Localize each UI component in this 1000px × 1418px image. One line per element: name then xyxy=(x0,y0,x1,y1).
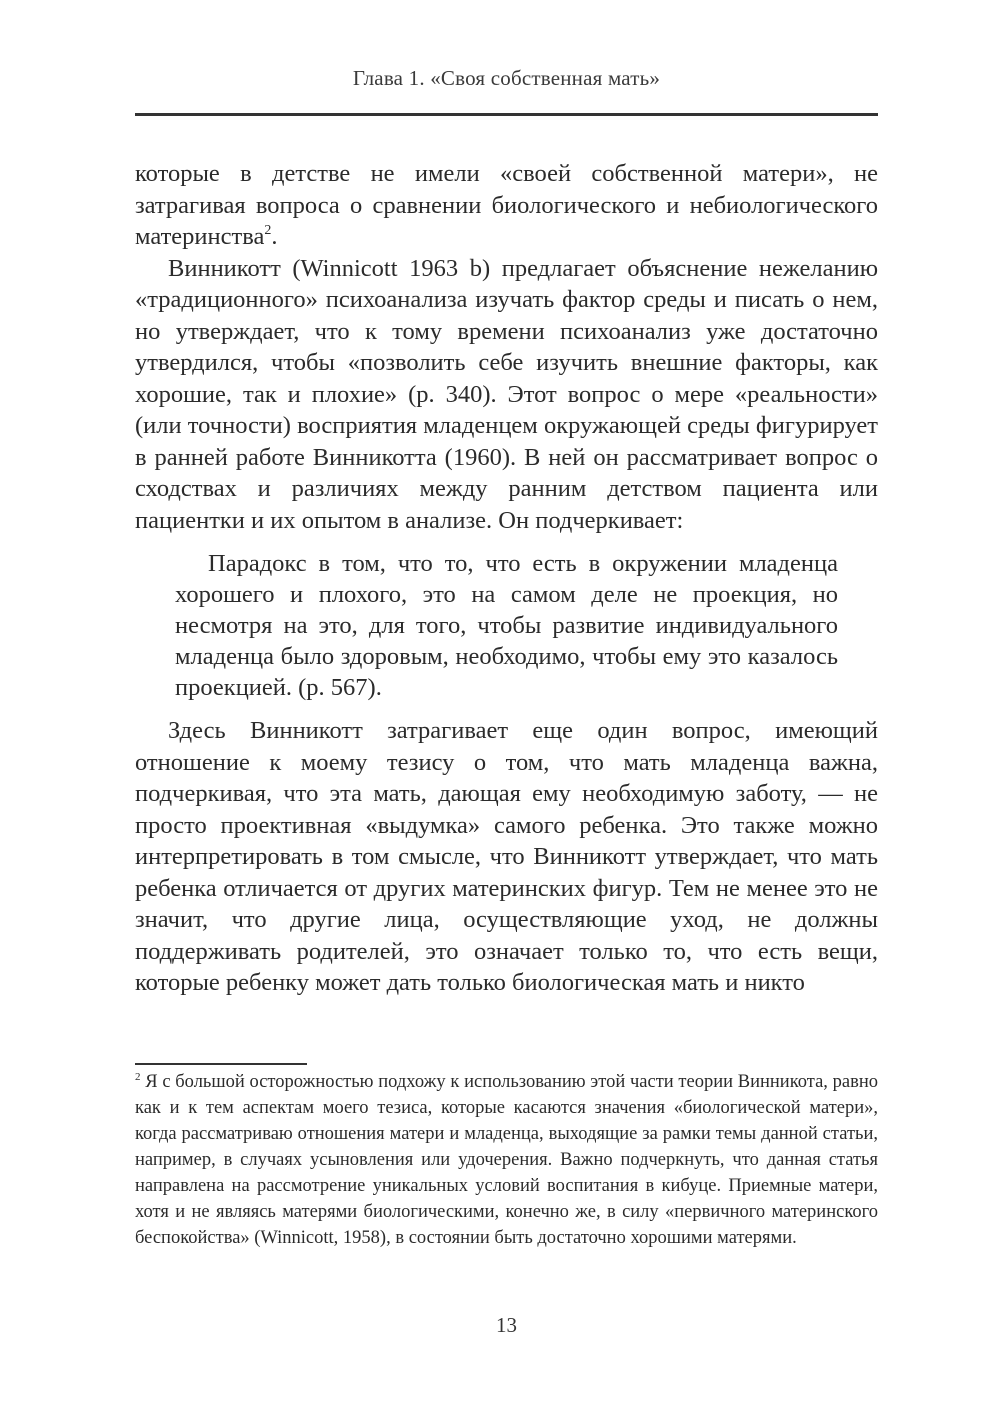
running-header: Глава 1. «Своя собственная мать» xyxy=(352,66,661,90)
page-number: 13 xyxy=(496,1313,517,1337)
footnote-rule xyxy=(135,1063,307,1065)
header-rule xyxy=(135,113,878,116)
paragraph-1-end: . xyxy=(271,223,278,250)
footnote xyxy=(135,1069,878,1251)
block-quote: Парадокс в том, что то, что есть в окружении младенца хорошего и плохого, это на самом деле не проекция, но несмотря на это, для того, чтобы развитие индивидуального младенца было здоровым, необходимо, чтобы ему это казалось проекцией. (p. 567). xyxy=(175,550,838,701)
footnote-text: Я с большой осторожностью подхожу к использованию этой части теории Винникота, равно как и к тем аспектам моего тезиса, которые касаются значения «биологической матери», когда рассматриваю отношения матери и младенца, выходящие за рамки темы данной статьи, например, в случаях усыновления или удочерения. Важно подчеркнуть, что данная статья направлена на рассмотрение уникальных условий воспитания в кибуце. Приемные матери, хотя и не являясь матерями биологическими, конечно же, в силу «первичного материнского беспокойства» (Winnicott, 1958), в состоянии быть достаточно хорошими матерями. xyxy=(135,1072,878,1248)
footnote-reference[interactable]: 2 xyxy=(264,223,272,238)
paragraph-3: Здесь Винникотт затрагивает еще один вопрос, имеющий отношение к моему тезису о том, что мать младенца важна, подчеркивая, что эта мать, дающая ему необходимую заботу, — не просто проективная «выдумка» самого ребенка. Это также можно интерпретировать в том смысле, что Винникотт утверждает, что мать ребенка отличается от других материнских фигур. Тем не менее это не значит, что другие лица, осуществляющие уход, не должны поддерживать родителей, это означает только то, что есть вещи, которые ребенку может дать только биологическая мать и никто xyxy=(135,717,878,996)
paragraph-1-text: которые в детстве не имели «своей собственной матери», не затрагивая вопроса о сравнении биологического и небиологического материнства xyxy=(135,160,878,250)
paragraph-2: Винникотт (Winnicott 1963 b) предлагает объяснение нежеланию «традиционного» психоанализа изучать фактор среды и писать о нем, но утверждает, что к тому времени психоанализ уже достаточно утвердился, чтобы «позволить себе изучить внешние факторы, как хорошие, так и плохие» (p. 340). Этот вопрос о мере «реальности» (или точности) восприятия младенцем окружающей среды фигурирует в ранней работе Винникотта (1960). В ней он рассматривает вопрос о сходствах и различиях между ранним детством пациента или пациентки и их опытом в анализе. Он подчеркивает: xyxy=(135,254,878,534)
footnote-marker: 2 xyxy=(135,1071,141,1083)
paragraph-continued xyxy=(135,158,878,253)
main-text xyxy=(135,158,878,999)
